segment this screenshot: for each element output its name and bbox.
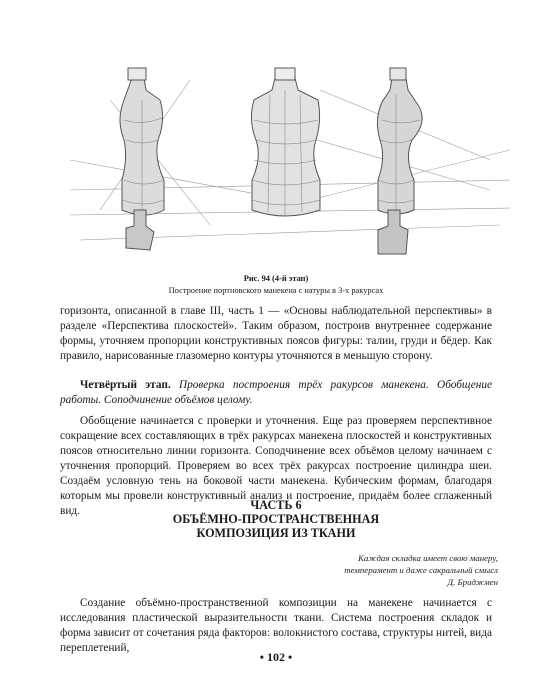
mannequin-sketch (70, 40, 510, 272)
figure-mannequin-drawing (70, 40, 510, 272)
figure-caption-subtitle: Построение портновского манекена с натуры в 3-х ракурсах (168, 286, 384, 295)
paragraph-text: Обобщение начинается с проверки и уточнения. Еще раз проверяем перспективное сокращение всех составляющих в трёх ракурсах манекена плоскостей и конструктивных поясов относительно линии горизонта. Соподчинение всех объёмов целому начинаем с уточнения пропорций. Проверяем во всех трёх ракурсах построение цилиндра шеи. Создаём условную тень на боковой части манекена. Кубическим формам, благодаря которым мы провели конструктивный анализ и построение, придаём более сглаженный вид. (60, 415, 492, 517)
epigraph-line-2: темперамент и даже сакральный смысл (344, 565, 498, 575)
paragraph-text: Создание объёмно-пространственной композиции на манекене начинается с исследования пластической выразительности ткани. Система построения складок и форма зависит от сочетания ряда факторов: волокнистого состава, структуры нитей, вида переплетений, (60, 597, 492, 654)
paragraph-text: горизонта, описанной в главе III, часть 1 — «Основы наблюдательной перспективы» в разделе «Перспектива плоскостей». Таким образом, построив внутреннее содержание формы, уточняем пропорции конструктивных поясов фигуры: талии, груди и бёдер. Как правило, нарисованные глазомерно контуры уточняются в меньшую сторону. (60, 305, 492, 362)
figure-caption-title: Рис. 94 (4-й этап) (243, 274, 309, 283)
paragraph-fourth-stage (60, 378, 492, 408)
section-title-line-1: ОБЪЁМНО-ПРОСТРАНСТВЕННАЯ (172, 512, 380, 526)
section-title-line-2: КОМПОЗИЦИЯ ИЗ ТКАНИ (196, 526, 356, 540)
epigraph-author: Д. Бриджмен (447, 577, 498, 587)
stage-description: Проверка построения трёх ракурсов манекена. Обобщение работы. Соподчинение объёмов целому. (60, 379, 492, 406)
paragraph-horizon (60, 304, 492, 364)
section-number: ЧАСТЬ 6 (250, 498, 302, 512)
paragraph-composition (60, 596, 492, 656)
stage-label: Четвёртый этап. (80, 379, 171, 391)
page-number: • 102 • (259, 650, 293, 664)
epigraph-line-1: Каждая складка имеет свою манеру, (358, 553, 498, 563)
